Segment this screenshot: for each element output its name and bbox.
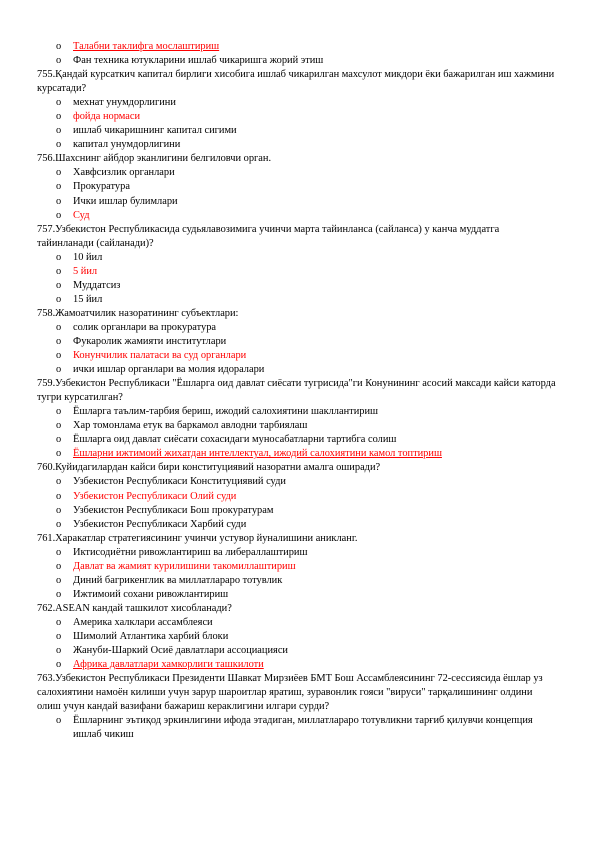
bullet-icon: o — [56, 293, 62, 305]
option-text: фойда нормаси — [73, 111, 141, 123]
option-text: ишлаб чикаришнинг капитал сигими — [73, 125, 237, 137]
answer-option-correct — [37, 265, 557, 279]
bullet-icon: o — [56, 715, 62, 727]
question-list — [37, 40, 557, 742]
answer-option — [37, 96, 557, 110]
option-text: Ёшларга таълим-тарбия бериш, ижодий салохиятини шакллантириш — [73, 406, 379, 418]
answer-option — [37, 321, 557, 335]
answer-option — [37, 279, 557, 293]
question-text: 758.Жамоатчилик назоратининг субъектлари: — [37, 307, 239, 319]
answer-option — [37, 504, 557, 518]
answer-option-correct — [37, 560, 557, 574]
bullet-icon: o — [56, 490, 62, 502]
answer-option — [37, 251, 557, 265]
bullet-icon: o — [56, 406, 62, 418]
option-text: Талабни таклифга мослаштириш — [73, 41, 220, 52]
question-text: 760.Куйидагилардан кайси бири конституциявий назоратни амалга оширади? — [37, 462, 381, 474]
bullet-icon: o — [56, 167, 62, 179]
option-text: Муддатсиз — [73, 279, 121, 291]
bullet-icon: o — [56, 41, 62, 52]
bullet-icon: o — [56, 251, 62, 263]
answer-option — [37, 630, 557, 644]
option-text: Ёшларга оид давлат сиёсати сохасидаги муносабатларни тартибга солиш — [73, 434, 397, 446]
answer-option — [37, 518, 557, 532]
bullet-icon: o — [56, 97, 62, 109]
bullet-icon: o — [56, 265, 62, 277]
question-text: 763.Узбекистон Республикаси Президенти Шавкат Мирзиёев БМТ Бош Ассамблеясининг 72-сессиясида ёшлар уз салохиятини намоён килиши учун зарур шароитлар яратиш, зуравонлик гояси "вируси" тарқалишининг олдини олиш учун кандай вазифани бажариш кераклигини илгари сурди? — [37, 673, 543, 713]
answer-option — [37, 195, 557, 209]
option-text: Конунчилик палатаси ва суд органлари — [73, 350, 247, 362]
option-text: Суд — [73, 209, 90, 221]
bullet-icon: o — [56, 546, 62, 558]
option-text: 15 йил — [73, 293, 103, 305]
bullet-icon: o — [56, 560, 62, 572]
answer-option-correct — [37, 40, 557, 54]
question-text: 762.ASEAN кандай ташкилот хисобланади? — [37, 602, 232, 614]
question-text: 756.Шахснинг айбдор эканлигини белгиловчи орган. — [37, 153, 272, 165]
bullet-icon: o — [56, 448, 62, 460]
option-text: 10 йил — [73, 251, 103, 263]
bullet-icon: o — [56, 518, 62, 530]
bullet-icon: o — [56, 181, 62, 193]
option-text: Хавфсизлик органлари — [73, 167, 175, 179]
answer-option — [37, 475, 557, 489]
bullet-icon: o — [56, 195, 62, 207]
answer-option — [37, 335, 557, 349]
answer-option — [37, 54, 557, 68]
option-text: Диний багрикенглик ва миллатлараро тотувлик — [73, 574, 283, 586]
bullet-icon: o — [56, 616, 62, 628]
option-text: Прокуратура — [73, 181, 130, 193]
answer-option-correct — [37, 447, 557, 461]
answer-option — [37, 574, 557, 588]
option-text: ички ишлар органлари ва молия идоралари — [73, 364, 265, 376]
question-text: 759.Узбекистон Республикаси "Ёшларга оид давлат сиёсати тугрисида"ги Конунининг асосий максади кайси каторда тугри курсатилган? — [37, 378, 556, 404]
bullet-icon: o — [56, 630, 62, 642]
bullet-icon: o — [56, 139, 62, 151]
option-text: 5 йил — [73, 265, 98, 277]
answer-option — [37, 546, 557, 560]
answer-option — [37, 138, 557, 152]
bullet-icon: o — [56, 279, 62, 291]
bullet-icon: o — [56, 645, 62, 657]
bullet-icon: o — [56, 504, 62, 516]
bullet-icon: o — [56, 125, 62, 137]
option-text: Ички ишлар булимлари — [73, 195, 178, 207]
bullet-icon: o — [56, 659, 62, 671]
question-text: 757.Узбекистон Республикасида судьялавозимига учинчи марта тайинланса (сайланса) у канча муддатга тайинланади (сайланади)? — [37, 223, 500, 249]
option-text: мехнат унумдорлигини — [73, 97, 176, 109]
question-text: 761.Харакатлар стратегиясининг учинчи устувор йуналишини аникланг. — [37, 532, 358, 544]
question-text: 755.Қандай курсаткич капитал бирлиги хисобига ишлаб чикарилган махсулот микдори ёки бажарилган иш хажмини курсатади? — [37, 69, 555, 95]
option-text: Фукаролик жамияти институтлари — [73, 335, 227, 347]
answer-option-correct — [37, 209, 557, 223]
option-text: Африка давлатлари хамкорлиги ташкилоти — [73, 659, 264, 671]
option-text: Узбекистон Республикаси Бош прокуратурам — [73, 504, 274, 516]
option-text: Ижтимоий сохани ривожлантириш — [73, 588, 229, 600]
bullet-icon: o — [56, 55, 62, 67]
bullet-icon: o — [56, 434, 62, 446]
bullet-icon: o — [56, 350, 62, 362]
answer-option-correct — [37, 658, 557, 672]
bullet-icon: o — [56, 111, 62, 123]
answer-option — [37, 588, 557, 602]
option-text: Хар томонлама етук ва баркамол авлодни тарбиялаш — [73, 420, 308, 432]
option-text: Давлат ва жамият курилишини такомиллаштириш — [73, 560, 296, 572]
answer-option — [37, 363, 557, 377]
answer-option — [37, 180, 557, 194]
answer-option-correct — [37, 110, 557, 124]
answer-option — [37, 419, 557, 433]
bullet-icon: o — [56, 574, 62, 586]
bullet-icon: o — [56, 321, 62, 333]
option-text: Иктисодиётни ривожлантириш ва либераллаштириш — [73, 546, 308, 558]
bullet-icon: o — [56, 209, 62, 221]
option-text: Шимолий Атлантика харбий блоки — [73, 630, 229, 642]
option-text: капитал унумдорлигини — [73, 139, 181, 151]
option-text: Узбекистон Республикаси Конституциявий суди — [73, 476, 286, 488]
answer-option — [37, 644, 557, 658]
answer-option — [37, 124, 557, 138]
option-text: Фан техника ютукларини ишлаб чикаришга жорий этиш — [73, 55, 324, 67]
answer-option — [37, 714, 557, 742]
answer-option — [37, 433, 557, 447]
answer-option — [37, 293, 557, 307]
option-text: Америка халклари ассамблеяси — [73, 616, 213, 628]
answer-option — [37, 166, 557, 180]
bullet-icon: o — [56, 420, 62, 432]
answer-option — [37, 616, 557, 630]
bullet-icon: o — [56, 588, 62, 600]
bullet-icon: o — [56, 364, 62, 376]
option-text: Узбекистон Республикаси Олий суди — [73, 490, 237, 502]
option-text: Жануби-Шаркий Осиё давлатлари ассоциацияси — [73, 645, 288, 657]
bullet-icon: o — [56, 476, 62, 488]
option-text: солик органлари ва прокуратура — [73, 321, 217, 333]
answer-option — [37, 405, 557, 419]
option-text: Узбекистон Республикаси Харбий суди — [73, 518, 247, 530]
answer-option-correct — [37, 349, 557, 363]
bullet-icon: o — [56, 335, 62, 347]
answer-option-correct — [37, 490, 557, 504]
option-text: Ёшларни ижтимоий жихатдан интеллектуал, ижодий салохиятини камол топтириш — [73, 448, 442, 460]
option-text: Ёшларнинг эътиқод эркинлигини ифода этадиган, миллатлараро тотувликни тарғиб қилувчи концепция ишлаб чикиш — [73, 715, 533, 741]
